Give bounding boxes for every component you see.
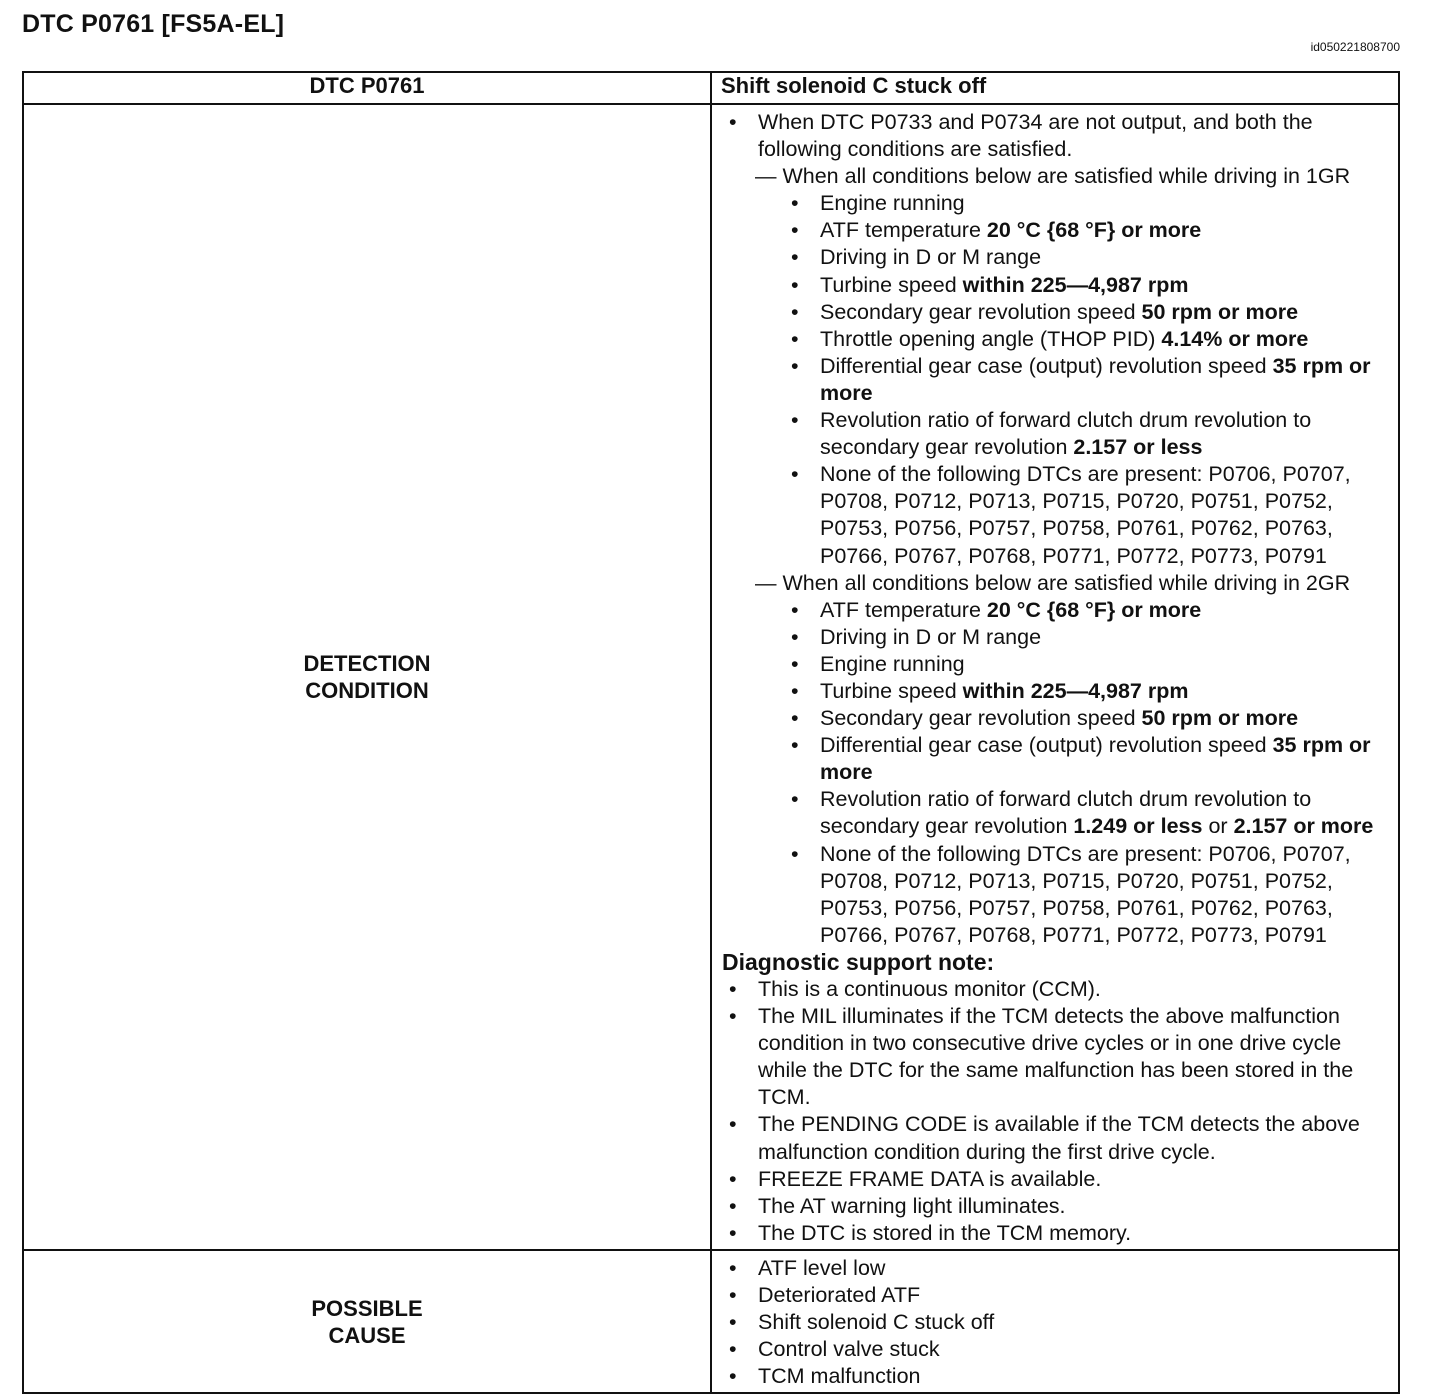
condition-value: 4.14% or more <box>1161 326 1309 351</box>
detection-condition-content <box>711 104 1399 1250</box>
condition-text: Turbine speed <box>820 272 963 297</box>
condition-item <box>755 678 1392 705</box>
gr2-ratio-text: Revolution ratio of forward clutch drum revolution to secondary gear revolution <box>820 787 1312 839</box>
cause-item: • Shift solenoid C stuck off <box>720 1309 1392 1336</box>
detection-condition-row <box>23 104 1399 1250</box>
gr1-heading: — When all conditions below are satisfied while driving in 1GR <box>755 164 1351 189</box>
note-item: • The DTC is stored in the TCM memory. <box>720 1220 1392 1247</box>
condition-item <box>755 272 1392 299</box>
note-item: • The AT warning light illuminates. <box>720 1193 1392 1220</box>
possible-cause-list <box>720 1255 1392 1390</box>
condition-text: None of the following DTCs are present: P0706, P0707, P0708, P0712, P0713, P0715, P0720, P0751, P0752, P0753, P0756, P0757, P0758, P0761, P0762, P0763, P0766, P0767, P0768, P0771, P0772, P0773, P0791 <box>820 462 1351 568</box>
condition-text: Differential gear case (output) revolution speed <box>820 353 1273 378</box>
gr2-ratio-item <box>755 786 1392 840</box>
condition-value: within 225—4,987 rpm <box>962 678 1189 703</box>
condition-text: Engine running <box>820 651 965 676</box>
condition-text: ATF temperature <box>820 218 987 243</box>
condition-text: Engine running <box>820 191 965 216</box>
condition-item <box>755 326 1392 353</box>
dtc-table <box>22 71 1400 1394</box>
condition-item <box>755 597 1392 624</box>
cause-label-line2: CAUSE <box>328 1322 406 1348</box>
condition-item <box>755 624 1392 651</box>
condition-value: 20 °C {68 °F} or more <box>986 218 1202 243</box>
condition-value: 35 rpm or more <box>820 353 1371 405</box>
dtc-code-cell: DTC P0761 <box>23 72 711 104</box>
diagnostic-note-list <box>720 976 1392 1247</box>
document-id: id050221808700 <box>1310 40 1400 54</box>
detection-condition-label <box>23 104 711 1250</box>
condition-item <box>755 407 1392 461</box>
condition-item <box>755 299 1392 326</box>
note-item: • FREEZE FRAME DATA is available. <box>720 1166 1392 1193</box>
condition-text: Differential gear case (output) revolution speed <box>820 733 1273 758</box>
condition-item <box>755 353 1392 407</box>
possible-cause-row <box>23 1250 1399 1393</box>
condition-item <box>755 244 1392 271</box>
condition-value: 2.157 or less <box>1073 435 1203 460</box>
condition-item <box>755 461 1392 569</box>
cause-label-line1: POSSIBLE <box>311 1295 423 1321</box>
gr2-heading: — When all conditions below are satisfied while driving in 2GR <box>755 570 1351 595</box>
note-item: • The PENDING CODE is available if the TCM detects the above malfunction condition during the first drive cycle. <box>720 1111 1392 1165</box>
gr2-ratio-bold2: 2.157 or more <box>1233 814 1374 839</box>
diagnostic-note-title: Diagnostic support note: <box>722 948 995 975</box>
gr2-none-item: • None of the following DTCs are present: P0706, P0707, P0708, P0712, P0713, P0715, P0720, P0751, P0752, P0753, P0756, P0757, P0758, P0761, P0762, P0763, P0766, P0767, P0768, P0771, P0772, P0773, P0791 <box>755 841 1392 949</box>
condition-text: Throttle opening angle (THOP PID) <box>820 326 1162 351</box>
condition-value: within 225—4,987 rpm <box>962 272 1189 297</box>
cause-item: • Deteriorated ATF <box>720 1282 1392 1309</box>
condition-text: ATF temperature <box>820 597 987 622</box>
cause-item: • TCM malfunction <box>720 1363 1392 1390</box>
note-item: • The MIL illuminates if the TCM detects the above malfunction condition in two consecutive drive cycles or in one drive cycle while the DTC for the same malfunction has been stored in the TCM. <box>720 1003 1392 1111</box>
condition-text: Revolution ratio of forward clutch drum revolution to secondary gear revolution <box>820 408 1312 460</box>
condition-value: 35 rpm or more <box>820 733 1371 785</box>
note-item: • This is a continuous monitor (CCM). <box>720 976 1392 1003</box>
condition-text: Secondary gear revolution speed <box>820 299 1142 324</box>
condition-value: 50 rpm or more <box>1141 706 1299 731</box>
page-title: DTC P0761 [FS5A-EL] <box>22 10 285 38</box>
gr1-condition-list <box>755 190 1392 569</box>
condition-text: Secondary gear revolution speed <box>820 706 1142 731</box>
condition-item <box>755 732 1392 786</box>
cause-item: • Control valve stuck <box>720 1336 1392 1363</box>
condition-item <box>755 217 1392 244</box>
condition-item <box>755 705 1392 732</box>
cause-item: • ATF level low <box>720 1255 1392 1282</box>
condition-text: Driving in D or M range <box>820 624 1042 649</box>
detection-label-line1: DETECTION <box>303 650 431 676</box>
condition-text: Turbine speed <box>820 678 963 703</box>
detection-label-line2: CONDITION <box>305 677 429 703</box>
gr2-condition-list <box>755 597 1392 787</box>
condition-item <box>755 651 1392 678</box>
gr2-ratio-mid: or <box>1202 814 1234 839</box>
condition-value: 20 °C {68 °F} or more <box>986 597 1202 622</box>
condition-text: Driving in D or M range <box>820 245 1042 270</box>
condition-value: 50 rpm or more <box>1141 299 1299 324</box>
table-header-row <box>23 72 1399 104</box>
condition-item <box>755 190 1392 217</box>
gr2-ratio-bold1: 1.249 or less <box>1073 814 1203 839</box>
possible-cause-content <box>711 1250 1399 1393</box>
dtc-title-cell: Shift solenoid C stuck off <box>711 72 1399 104</box>
detection-intro: • When DTC P0733 and P0734 are not output, and both the following conditions are satisfied. <box>720 109 1392 163</box>
possible-cause-label <box>23 1250 711 1393</box>
